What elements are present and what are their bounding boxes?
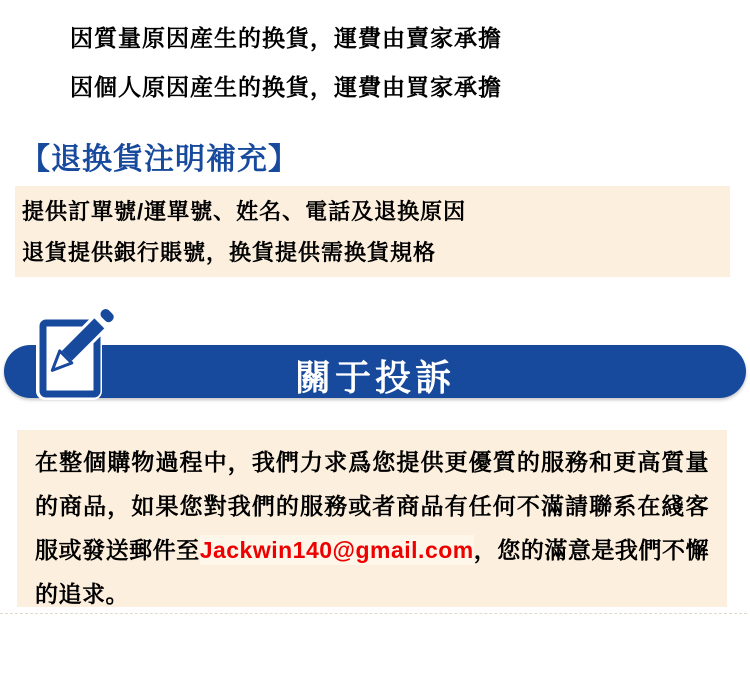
complaint-body-suffix: ，您的滿意是我們不懈的追求。 — [35, 537, 710, 607]
exchange-policy-line-personal: 因個人原因産生的换貨，運費由買家承擔 — [70, 74, 502, 100]
email-link[interactable]: Jackwin140@gmail.com — [199, 537, 474, 563]
complaint-banner-title: 關于投訴 — [294, 357, 455, 398]
bottom-divider — [0, 613, 747, 614]
return-note-panel — [15, 186, 730, 277]
complaint-body-text — [35, 440, 709, 616]
exchange-policy-line-quality: 因質量原因産生的换貨，運費由賣家承擔 — [70, 25, 502, 51]
complaint-body-panel — [17, 430, 727, 607]
return-note-line: 退貨提供銀行賬號，换貨提供需换貨規格 — [22, 240, 437, 265]
return-note-line: 提供訂單號/運單號、姓名、電話及退换原因 — [22, 199, 467, 224]
pencil-note-icon — [36, 302, 120, 402]
complaint-body-prefix: 在整個購物過程中，我們力求爲您提供更優質的服務和更高質量的商品，如果您對我們的服務或者商品有任何不滿請聯系在綫客服或發送郵件至 — [35, 449, 709, 563]
return-note-heading: 【退换貨注明補充】 — [20, 143, 299, 176]
